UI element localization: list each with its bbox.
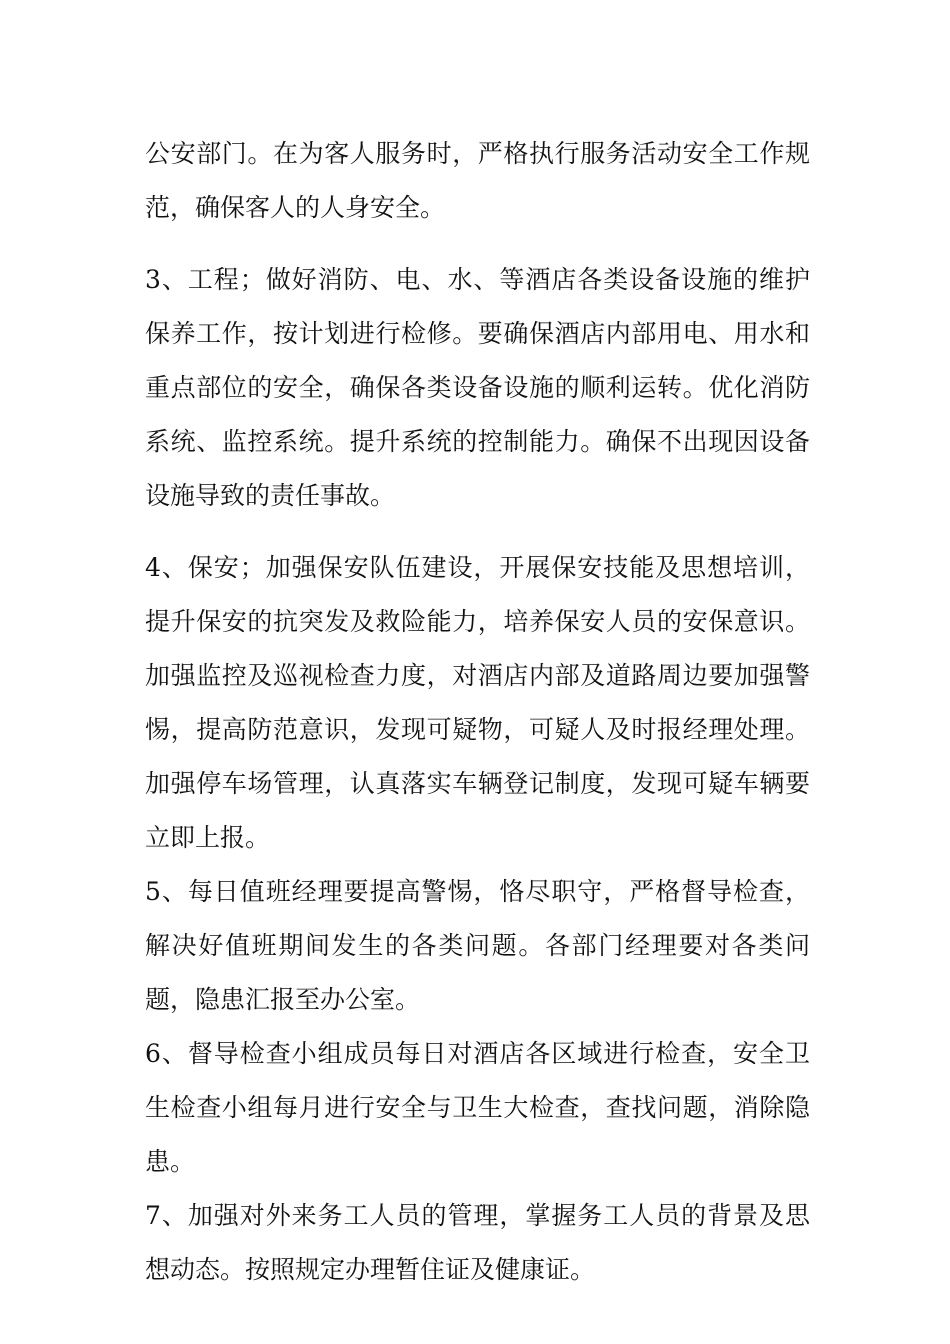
paragraph-engineering: 3、工程；做好消防、电、水、等酒店各类设备设施的维护保养工作，按计划进行检修。要确保酒店内部用电、用水和重点部位的安全，确保各类设备设施的顺利运转。优化消防系统、监控系统。提升系统的控制能力。确保不出现因设备设施导致的责任事故。 — [145, 265, 810, 510]
document-body — [145, 127, 810, 1297]
paragraph-inspection-team: 6、督导检查小组成员每日对酒店各区域进行检查，安全卫生检查小组每月进行安全与卫生大检查，查找问题，消除隐患。 — [145, 1039, 810, 1176]
paragraph-public-security: 公安部门。在为客人服务时，严格执行服务活动安全工作规范，确保客人的人身安全。 — [145, 139, 810, 222]
paragraph-migrant-workers: 7、加强对外来务工人员的管理，掌握务工人员的背景及思想动态。按照规定办理暂住证及健康证。 — [145, 1201, 810, 1284]
paragraph-duty-manager: 5、每日值班经理要提高警惕，恪尽职守，严格督导检查，解决好值班期间发生的各类问题。各部门经理要对各类问题，隐患汇报至办公室。 — [145, 877, 810, 1014]
paragraph-security-guard: 4、保安；加强保安队伍建设，开展保安技能及思想培训，提升保安的抗突发及救险能力，培养保安人员的安保意识。加强监控及巡视检查力度，对酒店内部及道路周边要加强警惕，提高防范意识，发现可疑物，可疑人及时报经理处理。加强停车场管理，认真落实车辆登记制度，发现可疑车辆要立即上报。 — [145, 553, 810, 852]
